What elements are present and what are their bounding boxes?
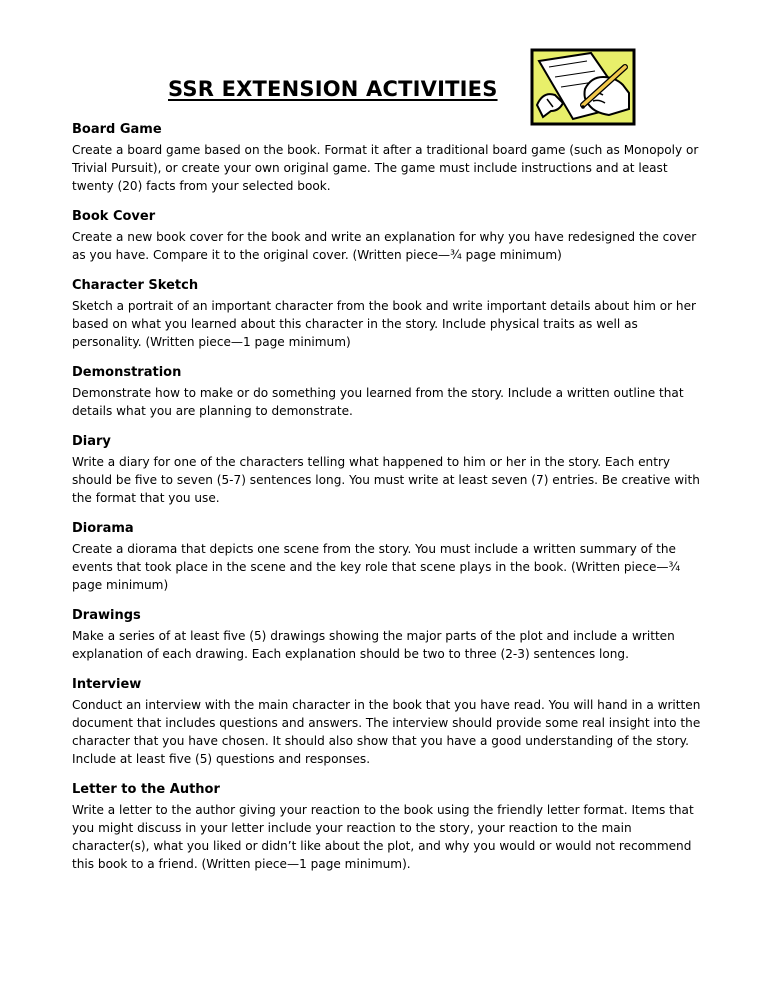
section-body: Make a series of at least five (5) drawings showing the major parts of the plot and include a written explanation of each drawing. Each explanation should be two to three (2-3) sentences long. (72, 629, 675, 661)
section-board-game (72, 121, 702, 195)
section-heading: Board Game (72, 122, 162, 137)
activity-list (72, 121, 702, 886)
section-body: Write a diary for one of the characters telling what happened to him or her in the story. Each entry should be five to seven (5-7) sentences long. You must write at least seven (7) entries. Be creative with the format that you use. (72, 455, 700, 505)
section-drawings (72, 607, 702, 663)
page-title: SSR EXTENSION ACTIVITIES (168, 77, 498, 101)
section-body: Write a letter to the author giving your reaction to the book using the friendly letter format. Items that you might discuss in your letter include your reaction to the story, your reaction to the main character(s), what you liked or didn’t like about the plot, and why you would or would not recommend this book to a friend. (Written piece—1 page minimum). (72, 803, 694, 871)
section-interview (72, 676, 702, 768)
section-heading: Drawings (72, 608, 141, 623)
section-character-sketch (72, 277, 702, 351)
section-body: Create a diorama that depicts one scene from the story. You must include a written summary of the events that took place in the scene and the key role that scene plays in the book. (Written piece—¾ page minimum) (72, 542, 681, 592)
section-body: Sketch a portrait of an important character from the book and write important details about him or her based on what you learned about this character in the story. Include physical traits as well as personality. (Written piece—1 page minimum) (72, 299, 696, 349)
section-body: Conduct an interview with the main character in the book that you have read. You will hand in a written document that includes questions and answers. The interview should provide some real insight into the character that you have chosen. It should also show that you have a good understanding of the story. Include at least five (5) questions and responses. (72, 698, 701, 766)
section-diary (72, 433, 702, 507)
section-demonstration (72, 364, 702, 420)
section-diorama (72, 520, 702, 594)
section-heading: Diorama (72, 521, 134, 536)
section-body: Demonstrate how to make or do something you learned from the story. Include a written outline that details what you are planning to demonstrate. (72, 386, 684, 418)
section-body: Create a new book cover for the book and write an explanation for why you have redesigned the cover as you have. Compare it to the original cover. (Written piece—¾ page minimum) (72, 230, 697, 262)
section-heading: Letter to the Author (72, 782, 220, 797)
section-body: Create a board game based on the book. Format it after a traditional board game (such as Monopoly or Trivial Pursuit), or create your own original game. The game must include instructions and at least twenty (20) facts from your selected book. (72, 143, 699, 193)
hand-writing-icon (529, 47, 637, 127)
section-heading: Diary (72, 434, 111, 449)
section-book-cover (72, 208, 702, 264)
section-letter-to-author (72, 781, 702, 873)
section-heading: Demonstration (72, 365, 182, 380)
section-heading: Book Cover (72, 209, 156, 224)
section-heading: Interview (72, 677, 142, 692)
section-heading: Character Sketch (72, 278, 199, 293)
